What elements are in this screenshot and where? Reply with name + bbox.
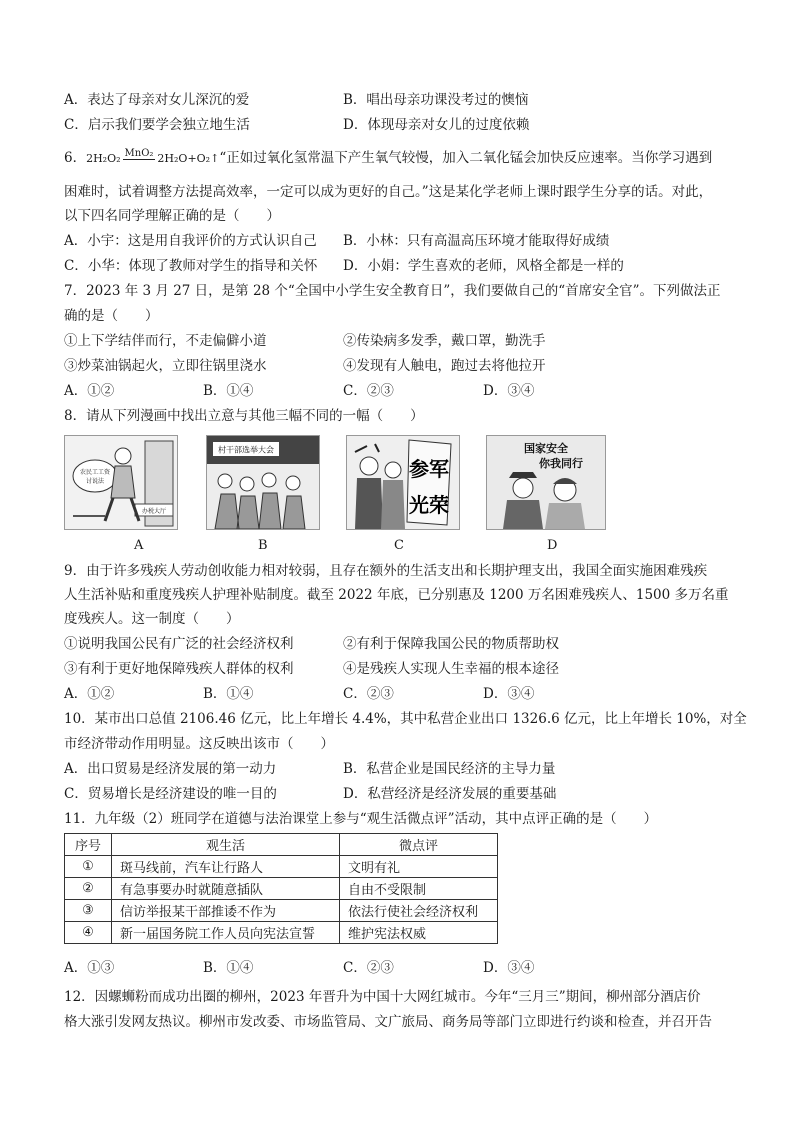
q8-stem: 8．请从下列漫画中找出立意与其他三幅不同的一幅（ ）	[64, 408, 424, 424]
comic-d-text-1: 国家安全	[524, 442, 568, 455]
table-cell-life: 斑马线前，汽车让行路人	[112, 856, 340, 878]
q9-statement-2: ②有利于保障我国公民的物质帮助权	[343, 636, 559, 652]
table-row	[65, 900, 498, 922]
q6-stem-line2: 困难时，试着调整方法提高效率，一定可以成为更好的自己。”这是某化学老师上课时跟学生分享的话。对此，	[64, 184, 713, 200]
chemical-formula-right: 2H₂O+O₂↑	[157, 152, 220, 165]
comic-a-sign: 办税大厅	[141, 508, 167, 515]
table-header-comment: 微点评	[339, 834, 497, 856]
table-cell-comment: 依法行使社会经济权利	[339, 900, 497, 922]
comic-a-bubble-2: 讨说法	[85, 478, 105, 485]
q10-option-d: D．私营经济是经济发展的重要基础	[343, 786, 557, 802]
q10-option-a: A．出口贸易是经济发展的第一动力	[64, 761, 277, 777]
table-cell-comment: 维护宪法权威	[339, 922, 497, 944]
q7-option-c: C．②③	[343, 383, 394, 399]
catalyst-fraction	[123, 149, 156, 168]
q11-option-b: B．①④	[203, 960, 254, 976]
q6-option-a: A．小宇：这是用自我评价的方式认识自己	[64, 233, 317, 249]
q10-option-b: B．私营企业是国民经济的主导力量	[343, 761, 556, 777]
q5-option-a: A．表达了母亲对女儿深沉的爱	[64, 92, 250, 108]
table-row	[65, 856, 498, 878]
comic-c-illustration	[347, 436, 459, 529]
q9-stem-line2: 人生活补贴和重度残疾人护理补贴制度。截至 2022 年底，已分别惠及 1200 万名困难残疾人、1500 多万名重	[64, 587, 729, 603]
table-cell-comment: 自由不受限制	[339, 878, 497, 900]
q11-stem: 11．九年级（2）班同学在道德与法治课堂上参与“观生活微点评”活动，其中点评正确的是（ ）	[64, 811, 658, 827]
q6-number: 6．	[64, 150, 87, 166]
evaluation-table	[64, 833, 498, 944]
table-cell-number: ②	[65, 878, 112, 900]
q6-option-c: C．小华：体现了教师对学生的指导和关怀	[64, 258, 318, 274]
table-cell-number: ①	[65, 856, 112, 878]
q7-statement-4: ④发现有人触电，跑过去将他拉开	[343, 358, 546, 374]
table-header-number: 序号	[65, 834, 112, 856]
comic-a-illustration	[65, 436, 177, 529]
q7-option-a: A．①②	[64, 383, 115, 399]
q11-option-a: A．①③	[64, 960, 115, 976]
comic-b-illustration	[207, 436, 319, 529]
q9-option-c: C．②③	[343, 686, 394, 702]
q12-stem-line2: 格大涨引发网友热议。柳州市发改委、市场监管局、文广旅局、商务局等部门立即进行约谈和检查，并召开告	[64, 1014, 712, 1030]
q5-option-c: C．启示我们要学会独立地生活	[64, 117, 250, 133]
comic-label-b: B	[258, 538, 268, 553]
q10-stem-line1: 10．某市出口总值 2106.46 亿元，比上年增长 4.4%，其中私营企业出口 1326.6 亿元，比上年增长 10%，对全	[64, 711, 747, 727]
q6-option-b: B．小林：只有高温高压环境才能取得好成绩	[343, 233, 610, 249]
comic-d-text-2: 你我同行	[539, 457, 583, 470]
comic-b-banner: 村干部选举大会	[218, 445, 274, 455]
q9-statement-3: ③有利于更好地保障残疾人群体的权利	[64, 661, 294, 677]
table-cell-life: 有急事要办时就随意插队	[112, 878, 340, 900]
table-cell-number: ③	[65, 900, 112, 922]
q6-option-d: D．小娟：学生喜欢的老师，风格全都是一样的	[343, 258, 624, 274]
table-cell-comment: 文明有礼	[339, 856, 497, 878]
q10-option-c: C．贸易增长是经济建设的唯一目的	[64, 786, 277, 802]
comic-c-text-2: 光荣	[409, 493, 449, 517]
q7-stem-line1: 7．2023 年 3 月 27 日，是第 28 个“全国中小学生安全教育日”，我们要做自己的“首席安全官”。下列做法正	[64, 283, 721, 299]
catalyst-label: MnO₂	[124, 148, 154, 159]
q7-statement-2: ②传染病多发季，戴口罩，勤洗手	[343, 333, 546, 349]
q9-option-a: A．①②	[64, 686, 115, 702]
chemical-formula-left: 2H₂O₂	[86, 152, 121, 165]
table-cell-life: 信访举报某干部推诿不作为	[112, 900, 340, 922]
comic-c	[346, 435, 460, 530]
q7-statement-3: ③炒菜油锅起火，立即往锅里浇水	[64, 358, 267, 374]
q9-statement-1: ①说明我国公民有广泛的社会经济权利	[64, 636, 294, 652]
q10-stem-line2: 市经济带动作用明显。这反映出该市（ ）	[64, 736, 334, 752]
table-cell-life: 新一届国务院工作人员向宪法宣誓	[112, 922, 340, 944]
q9-statement-4: ④是残疾人实现人生幸福的根本途径	[343, 661, 559, 677]
q7-option-d: D．③④	[483, 383, 535, 399]
q11-option-c: C．②③	[343, 960, 394, 976]
comic-label-a: A	[134, 538, 144, 553]
q7-option-b: B．①④	[203, 383, 254, 399]
comic-b	[206, 435, 320, 530]
comic-a-bubble-1: 农民工工资	[79, 469, 111, 476]
q12-stem-line1: 12．因螺蛳粉而成功出圈的柳州，2023 年晋升为中国十大网红城市。今年“三月三”期间，柳州部分酒店价	[64, 989, 701, 1005]
comic-label-c: C	[394, 538, 404, 553]
table-cell-number: ④	[65, 922, 112, 944]
table-row	[65, 878, 498, 900]
q5-option-d: D．体现母亲对女儿的过度依赖	[343, 117, 530, 133]
q6-quote-line1: “正如过氧化氢常温下产生氧气较慢，加入二氧化锰会加快反应速率。当你学习遇到	[219, 150, 713, 166]
comic-a	[64, 435, 178, 530]
q9-option-b: B．①④	[203, 686, 254, 702]
q6-stem-line3: 以下四名同学理解正确的是（ ）	[64, 208, 280, 224]
table-header-life: 观生活	[112, 834, 340, 856]
table-row	[65, 922, 498, 944]
comic-d-illustration	[487, 436, 605, 529]
q9-stem-line1: 9．由于许多残疾人劳动创收能力相对较弱，且存在额外的生活支出和长期护理支出，我国全面实施困难残疾	[64, 563, 708, 579]
table-header-row	[65, 834, 498, 856]
q11-option-d: D．③④	[483, 960, 535, 976]
comic-c-text-1: 参军	[409, 457, 449, 481]
q7-stem-line2: 确的是（ ）	[64, 308, 159, 324]
q9-option-d: D．③④	[483, 686, 535, 702]
q7-statement-1: ①上下学结伴而行，不走偏僻小道	[64, 333, 267, 349]
q9-stem-line3: 度残疾人。这一制度（ ）	[64, 611, 240, 627]
comic-label-d: D	[547, 538, 558, 553]
q6-stem-line1	[64, 148, 712, 169]
q5-option-b: B．唱出母亲功课没考过的懊恼	[343, 92, 529, 108]
comic-d	[486, 435, 606, 530]
